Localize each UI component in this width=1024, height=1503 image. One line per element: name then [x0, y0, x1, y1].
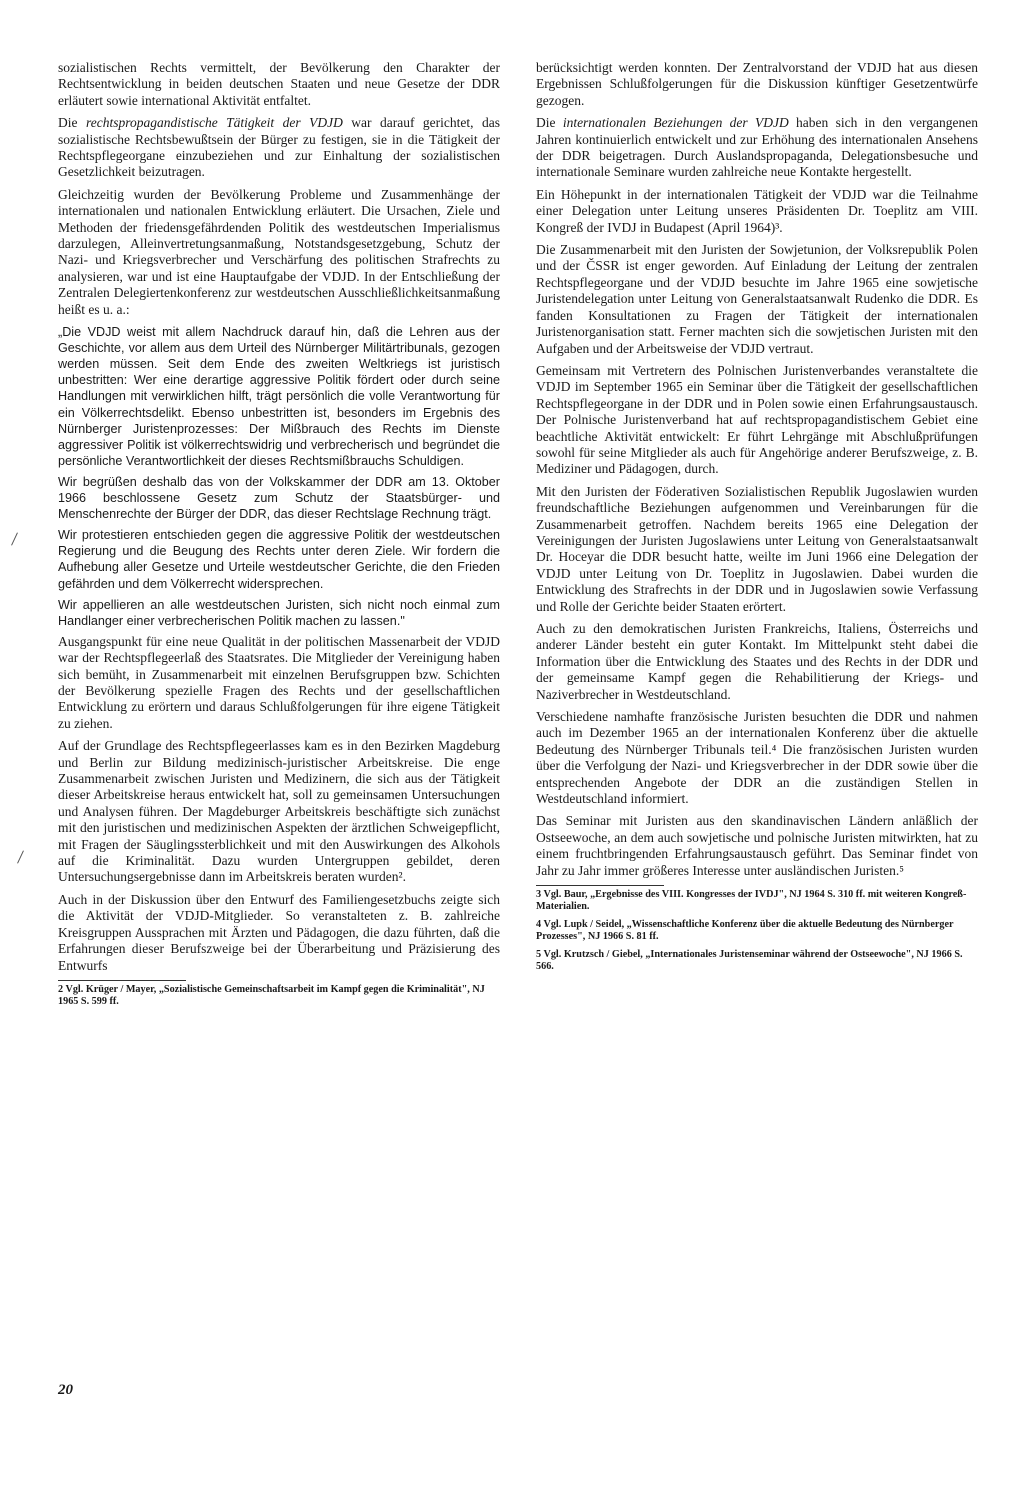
paragraph: Gleichzeitig wurden der Bevölkerung Probleme und Zusammenhänge der internationalen und nationalen Entwicklung erläutert. Die Ursachen, Ziele und Methoden der friedensgefährdenden Politik des westdeutschen Imperialismus darzulegen, Alleinvertretungsanmaßung, Notstandsgesetzgebung, Schutz der Nazi- und Kriegsverbrecher und Verschärfung des politischen Strafrechts zu analysieren, war und ist eine Hauptaufgabe der VDJD. In der Entschließung der Zentralen Delegiertenkonferenz zur westdeutschen Ausschließlichkeitsanmaßung heißt es u. a.: — [58, 186, 500, 317]
paragraph: sozialistischen Rechts vermittelt, der Bevölkerung den Charakter der Rechtsentwicklung in beiden deutschen Staaten und neue Gesetze der DDR erläutert sowie international Aktivität entfaltet. — [58, 60, 500, 108]
paragraph: Ausgangspunkt für eine neue Qualität in der politischen Massenarbeit der VDJD war der Rechtspflegeerlaß des Staatsrates. Die Mitglieder der Vereinigung haben sich bemüht, in Zusammenarbeit mit einzelnen Berufsgruppen bzw. Schichten der Bevölkerung spezielle Fragen des Rechts und der gesellschaftlichen Entwicklung zu erörtern und daraus Schlußfolgerungen für ihre eigene Tätigkeit zu ziehen. — [58, 633, 500, 731]
paragraph: Das Seminar mit Juristen aus den skandinavischen Ländern anläßlich der Ostseewoche, an dem auch sowjetische und polnische Juristen mitwirkten, hat zu einem fruchtbringenden Erfahrungsaustausch geführt. Das Seminar findet von Jahr zu Jahr immer größeres Interesse unter ausländischen Juristen.⁵ — [536, 813, 978, 878]
paragraph-text: Die — [536, 115, 563, 131]
footnote-divider — [58, 980, 186, 981]
page-number: 20 — [58, 1382, 73, 1398]
paragraph: Ein Höhepunkt in der internationalen Tätigkeit der VDJD war die Teilnahme einer Delegation unter Leitung unseres Präsidenten Dr. Toeplitz am VIII. Kongreß der IVDJ in Budapest (April 1964)³. — [536, 186, 978, 235]
paragraph: Verschiedene namhafte französische Juristen besuchten die DDR und nahmen auch im Dezember 1965 an der internationalen Konferenz über die aktuelle Bedeutung des Nürnberger Tribunals teil.⁴ Die französischen Juristen wurden über die Verfolgung der Nazi- und Kriegsverbrecher in der DDR sowie über die entsprechenden Angebote der DDR an die zuständigen Stellen in Westdeutschland informiert. — [536, 709, 978, 807]
quotation-paragraph: Wir protestieren entschieden gegen die aggressive Politik der westdeutschen Regierung und die Beugung des Rechts unter deren Ziele. Wir fordern die Aufhebung aller Gesetze und Urteile westdeutscher Gerichte, die den Frieden gefährden und dem Völkerrecht widersprechen. — [58, 528, 500, 591]
footnote: 5 Vgl. Krutzsch / Giebel, „Internationales Juristenseminar während der Ostseewoche", NJ 1966 S. 566. — [536, 949, 963, 973]
paragraph-text: Die — [58, 115, 86, 131]
footnote: 3 Vgl. Baur, „Ergebnisse des VIII. Kongresses der IVDJ", NJ 1964 S. 310 ff. mit weiteren Kongreß-Materialien. — [536, 889, 967, 913]
paragraph: Auch in der Diskussion über den Entwurf des Familiengesetzbuchs zeigte sich die Aktivität der VDJD-Mitglieder. So veranstalteten z. B. zahlreiche Kreisgruppen Aussprachen mit Ärzten und Pädagogen, die dazu führten, daß die Erfahrungen dieser Berufszweige bei der Überarbeitung und Präzisierung des Entwurfs — [58, 891, 500, 973]
paragraph: Auch zu den demokratischen Juristen Frankreichs, Italiens, Österreichs und anderer Länder besteht ein guter Kontakt. Im Mittelpunkt steht dabei die Information über die Entwicklung des Staates und des Rechts in der DDR und der gemeinsame Kampf gegen die Rehabilitierung der Kriegs- und Naziverbrecher in Westdeutschland. — [536, 621, 978, 702]
paragraph — [58, 115, 500, 181]
emphasis-text: internationalen Beziehungen der VDJD — [562, 115, 789, 131]
paragraph — [536, 115, 978, 181]
paragraph: Gemeinsam mit Vertretern des Polnischen Juristenverbandes veranstaltete die VDJD im September 1965 ein Seminar über die Tätigkeit der gesellschaftlichen Rechtspflegeorgane in der DDR und in Polen sowie einen Erfahrungsaustausch. Der Polnische Juristenverband hat auf rechtspropagandistischem Gebiet eine beachtliche Aktivität entwickelt: Er führt Lehrgänge mit Abschlußprüfungen sowohl für seine Mitglieder als auch für Angehörige anderer Berufszweige, z. B. Mediziner und Pädagogen, durch. — [536, 362, 978, 477]
right-column — [536, 60, 978, 979]
quotation-paragraph: „Die VDJD weist mit allem Nachdruck darauf hin, daß die Lehren aus der Geschichte, vor allem aus dem Urteil des Nürnberger Militärtribunals, gezogen werden müssen. Seit dem Ende des zweiten Weltkriegs ist juristisch unbestritten: Wer eine derartige aggressive Politik fördert oder durch seine Handlungen mit verwirklichen hilft, trägt persönlich die volle Verantwortung für ein Völkerrechtsdelikt. Ebenso unbestritten ist, besonders im Ergebnis des Nürnberger Juristenprozesses: Der Mißbrauch des Rechts im Dienste aggressiver Politik ist völkerrechtswidrig und verbrecherisch und begründet die persönliche Verantwortlichkeit der dieses Rechtsmißbrauchs Schuldigen. — [58, 325, 500, 468]
emphasis-text: rechtspropagandistische Tätigkeit der VDJD — [85, 115, 343, 131]
paragraph: berücksichtigt werden konnten. Der Zentralvorstand der VDJD hat aus diesen Ergebnissen Schlußfolgerungen für die Diskussion künftiger Gesetzentwürfe gezogen. — [536, 60, 978, 108]
paragraph-text: war darauf gerichtet, das sozialistische Rechtsbewußtsein der Bürger zu festigen, sie in die Tätigkeit der Rechtspflegeorgane einzubeziehen und zur Einhaltung der sozialistischen Gesetzlichkeit beizutragen. — [58, 115, 500, 180]
margin-mark — [17, 850, 24, 863]
footnote: 4 Vgl. Lupk / Seidel, „Wissenschaftliche Konferenz über die aktuelle Bedeutung des Nürnberger Prozesses", NJ 1966 S. 81 ff. — [536, 919, 954, 943]
quotation-paragraph: Wir appellieren an alle westdeutschen Juristen, sich nicht noch einmal zum Handlanger einer verbrecherischen Politik machen zu lassen." — [58, 597, 500, 628]
quotation-paragraph: Wir begrüßen deshalb das von der Volkskammer der DDR am 13. Oktober 1966 beschlossene Gesetz zum Schutz der Staatsbürger- und Menschenrechte der Bürger der DDR, das dieser Rechtslage Rechnung trägt. — [58, 474, 500, 522]
paragraph: Mit den Juristen der Föderativen Sozialistischen Republik Jugoslawien wurden freundschaftliche Beziehungen aufgenommen und Vereinbarungen für die Zusammenarbeit getroffen. Nachdem bereits 1965 eine Delegation der Vereinigungen der Juristen Jugoslawiens unter Leitung von Generalstaatsanwalt Dr. Hoceyar die DDR besucht hatte, weilte im Juni 1966 eine Delegation der VDJD unter Leitung von Dr. Toeplitz in Jugoslawien. Dabei wurden die Entwicklung des Strafrechts in der DDR und in Jugoslawien sowie Verfassung und Rolle der Gerichte beider Staaten erörtert. — [536, 483, 978, 614]
left-column — [58, 60, 500, 1014]
paragraph: Die Zusammenarbeit mit den Juristen der Sowjetunion, der Volksrepublik Polen und der ČSSR ist enger geworden. Auf Einladung der Leitung der zentralen Rechtspflegeorgane und der VDJD besuchte im Jahre 1965 eine sowjetische Juristendelegation unter Leitung von Generalstaatsanwalt Rudenko die DDR. Es fanden Konsultationen zu Fragen der Tätigkeit der internationalen Juristenorganisation statt. Ferner machten sich die sowjetischen Juristen mit den Aufgaben und der Arbeitsweise der VDJD vertraut. — [536, 242, 978, 356]
footnote-divider — [536, 885, 664, 886]
footnote: 2 Vgl. Krüger / Mayer, „Sozialistische Gemeinschaftsarbeit im Kampf gegen die Kriminalität", NJ 1965 S. 599 ff. — [58, 983, 485, 1007]
paragraph-text: haben sich in den vergangenen Jahren kontinuierlich entwickelt und zur Erhöhung des internationalen Ansehens der DDR beigetragen. Durch Auslandspropaganda, Delegationsbesuche und internationale Seminare wurden zahlreiche neue Kontakte hergestellt. — [536, 115, 978, 180]
margin-mark — [11, 532, 18, 545]
paragraph: Auf der Grundlage des Rechtspflegeerlasses kam es in den Bezirken Magdeburg und Berlin zur Bildung medizinisch-juristischer Arbeitskreise. Die enge Zusammenarbeit zwischen Juristen und Medizinern, die sich aus der Tätigkeit dieser Arbeitskreise heraus entwickelt hat, soll zu gemeinsamen Untersuchungen und Analysen führen. Der Magdeburger Arbeitskreis beschäftigte sich zunächst mit den juristischen und medizinischen Aspekten der ärztlichen Schweigepflicht, mit Fragen der Säuglingssterblichkeit und mit den Auswirkungen des Alkohols auf die Kriminalität. Dazu wurden Untergruppen gebildet, deren Untersuchungsergebnisse dann im Arbeitskreis beraten wurden². — [58, 738, 500, 885]
